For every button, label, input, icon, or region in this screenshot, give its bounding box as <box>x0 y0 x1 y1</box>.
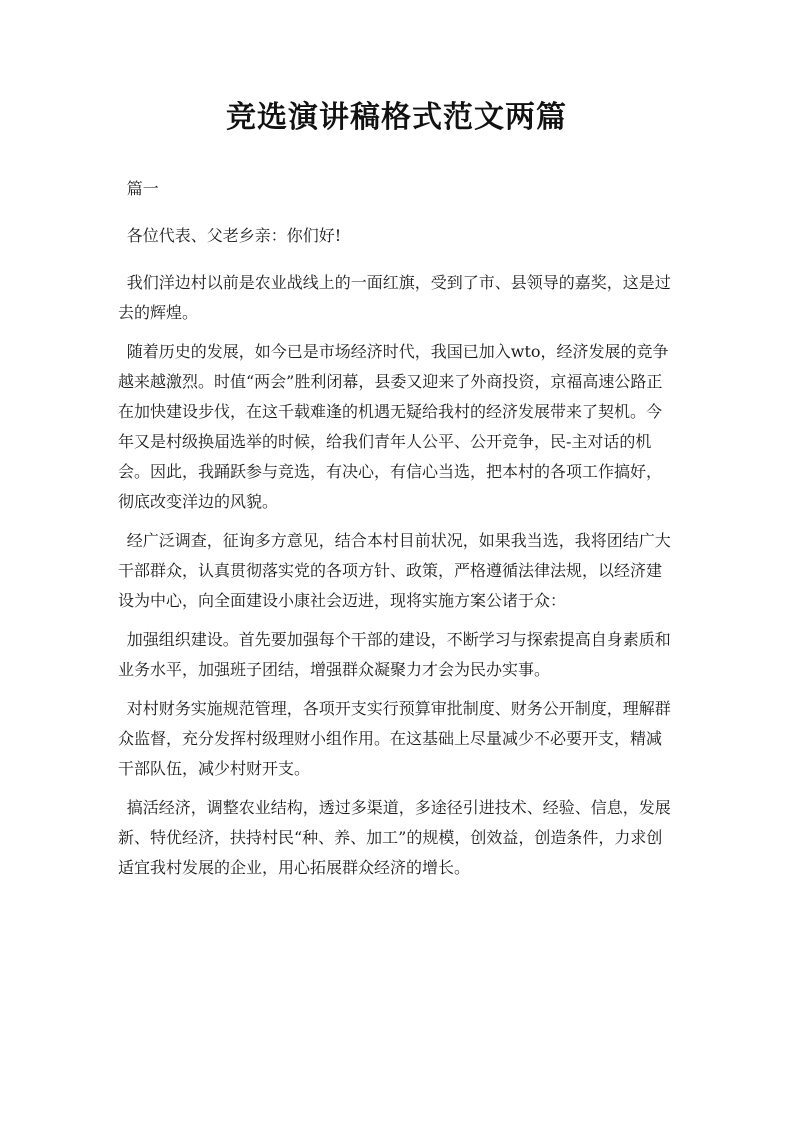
paragraph: 经广泛调查，征询多方意见，结合本村目前状况，如果我当选，我将团结广大干部群众，认真贯彻落实党的各项方针、政策，严格遵循法律法规，以经济建设为中心，向全面建设小康社会迈进，现将实施方案公诸于众： <box>118 531 671 610</box>
paragraph: 加强组织建设。首先要加强每个干部的建设，不断学习与探索提高自身素质和业务水平，加强班子团结，增强群众凝聚力才会为民办实事。 <box>118 630 671 679</box>
document-body <box>118 174 675 883</box>
document-title: 竞选演讲稿格式范文两篇 <box>226 100 567 135</box>
paragraph: 搞活经济，调整农业结构，透过多渠道，多途径引进技术、经验、信息，发展新、特优经济，扶持村民“种、养、加工”的规模，创效益，创造条件，力求创适宜我村发展的企业，用心拓展群众经济的增长。 <box>118 798 671 877</box>
paragraph: 对村财务实施规范管理，各项开支实行预算审批制度、财务公开制度，理解群众监督，充分发挥村级理财小组作用。在这基础上尽量减少不必要开支，精减干部队伍，减少村财开支。 <box>118 699 671 778</box>
greeting-line: 各位代表、父老乡亲：你们好! <box>126 226 342 245</box>
paragraph: 随着历史的发展，如今已是市场经济时代，我国已加入wto，经济发展的竞争越来越激烈。时值“两会”胜利闭幕，县委又迎来了外商投资，京福高速公路正在加快建设步伐，在这千载难逢的机遇无疑给我村的经济发展带来了契机。今年又是村级换届选举的时候，给我们青年人公平、公开竞争，民-主对话的机会。因此，我踊跃参与竞选，有决心，有信心当选，把本村的各项工作搞好，彻底改变洋边的风貌。 <box>118 342 669 511</box>
paragraph: 我们洋边村以前是农业战线上的一面红旗，受到了市、县领导的嘉奖，这是过去的辉煌。 <box>118 273 671 322</box>
section-label: 篇一 <box>126 179 159 198</box>
